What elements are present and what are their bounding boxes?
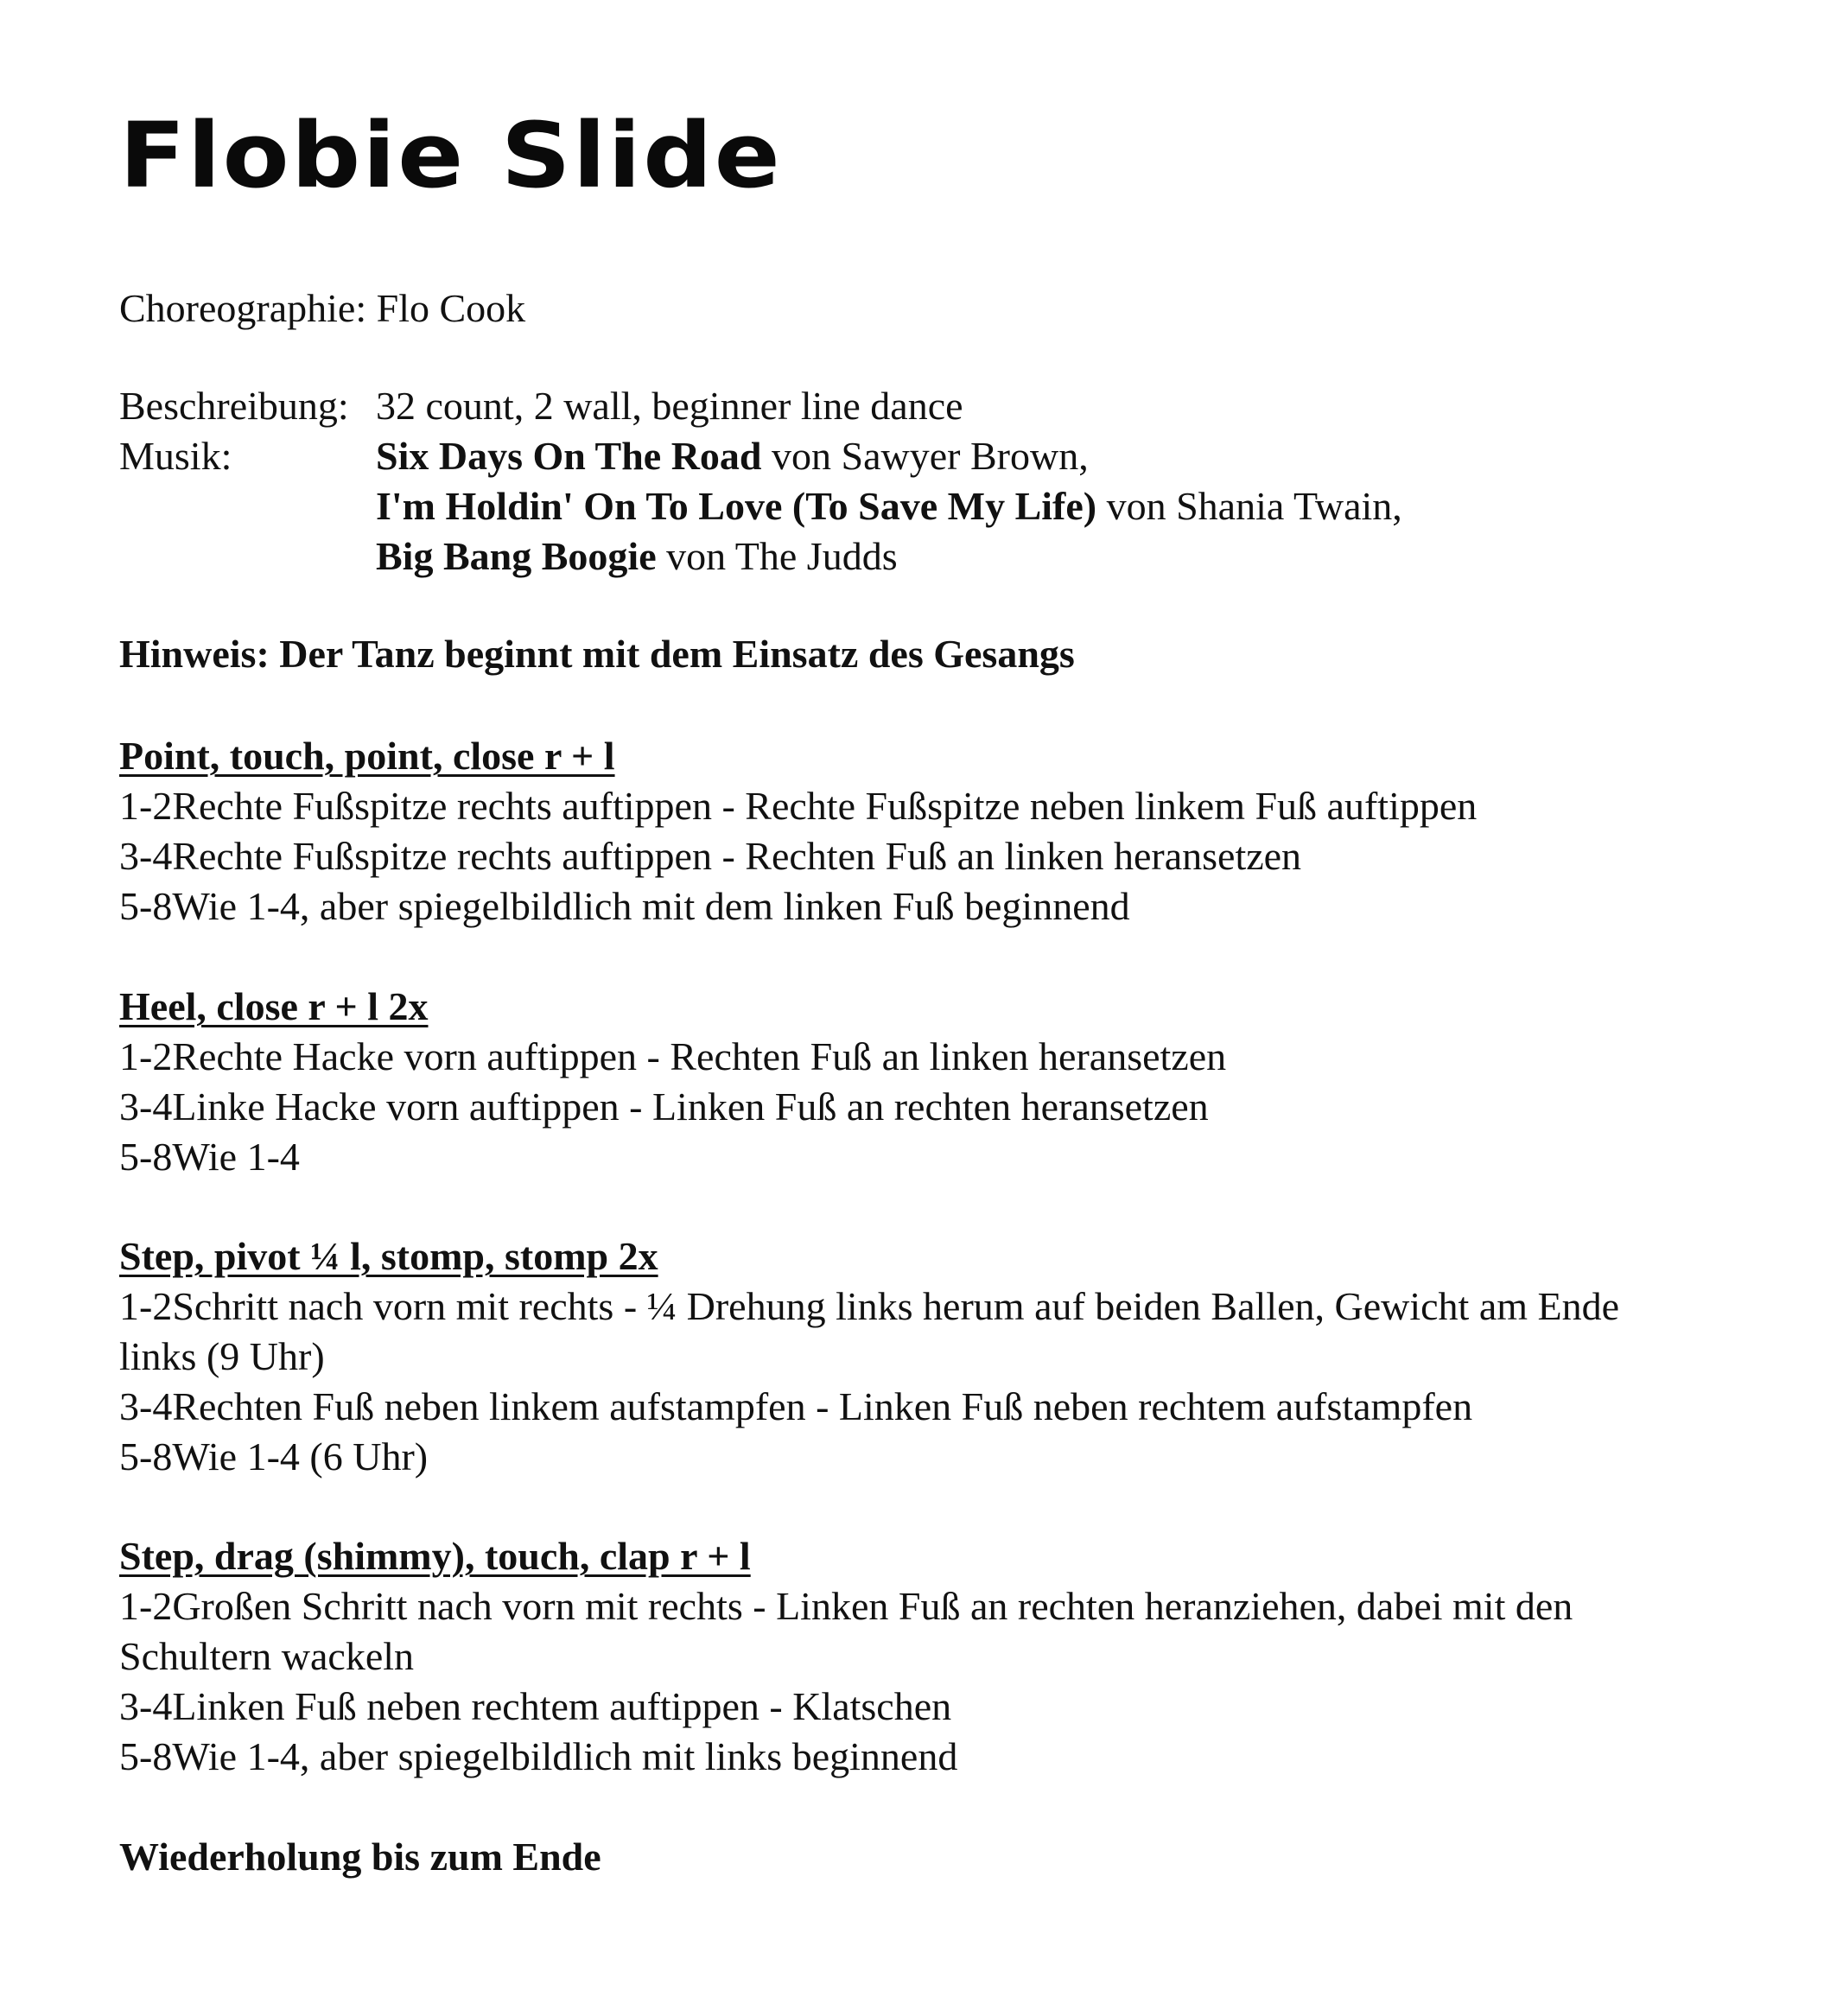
- step-line: [119, 1732, 957, 1782]
- description-line: [119, 381, 963, 431]
- song-title: Six Days On The Road: [376, 434, 762, 478]
- step-line: [119, 881, 1130, 932]
- song-artist: von The Judds: [656, 534, 898, 578]
- step-count: 3-4: [119, 1684, 173, 1728]
- step-text: Wie 1-4, aber spiegelbildlich mit dem linken Fuß beginnend: [172, 884, 1130, 928]
- step-text: Wie 1-4, aber spiegelbildlich mit links beginnend: [172, 1734, 958, 1778]
- step-line: [119, 1682, 951, 1732]
- music-label: Musik:: [119, 434, 232, 478]
- section-heading: Heel, close r + l 2x: [119, 984, 429, 1028]
- step-line: [119, 1132, 300, 1182]
- step-continuation: Schultern wackeln: [119, 1634, 415, 1678]
- description-value: 32 count, 2 wall, beginner line dance: [376, 384, 963, 428]
- description-label: Beschreibung:: [119, 384, 349, 428]
- section-heading: Point, touch, point, close r + l: [119, 734, 615, 778]
- choreographer-name: Flo Cook: [376, 286, 526, 330]
- section-heading: Step, pivot ¼ l, stomp, stomp 2x: [119, 1234, 658, 1278]
- step-line: [119, 1432, 428, 1482]
- song-artist: von Sawyer Brown,: [761, 434, 1089, 478]
- step-count: 1-2: [119, 1034, 173, 1078]
- step-line: [119, 1382, 1472, 1432]
- step-count: 5-8: [119, 1734, 173, 1778]
- step-text: Schritt nach vorn mit rechts - ¼ Drehung links herum auf beiden Ballen, Gewicht am Ende: [172, 1284, 1620, 1328]
- step-text: Rechte Hacke vorn auftippen - Rechten Fuß an linken heransetzen: [172, 1034, 1227, 1078]
- step-text: Linke Hacke vorn auftippen - Linken Fuß an rechten heransetzen: [172, 1084, 1209, 1129]
- dance-title: Flobie Slide: [119, 103, 782, 208]
- step-text: Wie 1-4 (6 Uhr): [172, 1434, 429, 1479]
- choreographer-line: [119, 283, 525, 334]
- step-count: 1-2: [119, 1584, 173, 1628]
- step-text: Linken Fuß neben rechtem auftippen - Klatschen: [172, 1684, 952, 1728]
- song-title: I'm Holdin' On To Love (To Save My Life): [376, 484, 1097, 528]
- step-text: Großen Schritt nach vorn mit rechts - Linken Fuß an rechten heranziehen, dabei mit den: [172, 1584, 1573, 1628]
- step-text: Wie 1-4: [172, 1135, 300, 1179]
- step-text: Rechte Fußspitze rechts auftippen - Rechten Fuß an linken heransetzen: [172, 834, 1302, 878]
- choreographer-label: Choreographie:: [119, 286, 367, 330]
- step-count: 3-4: [119, 834, 173, 878]
- step-count: 3-4: [119, 1084, 173, 1129]
- step-count: 1-2: [119, 784, 173, 828]
- song-title: Big Bang Boogie: [376, 534, 657, 578]
- step-count: 5-8: [119, 884, 173, 928]
- music-line-1: [119, 431, 1089, 481]
- step-line: [119, 1032, 1226, 1082]
- step-count: 5-8: [119, 1434, 173, 1479]
- music-line-2: [376, 481, 1402, 531]
- step-line: [119, 1281, 1619, 1332]
- step-line: [119, 1581, 1573, 1631]
- ending-note: Wiederholung bis zum Ende: [119, 1835, 601, 1879]
- step-count: 5-8: [119, 1135, 173, 1179]
- section-heading: Step, drag (shimmy), touch, clap r + l: [119, 1534, 751, 1578]
- step-text: Rechte Fußspitze rechts auftippen - Rechte Fußspitze neben linkem Fuß auftippen: [172, 784, 1478, 828]
- step-count: 3-4: [119, 1384, 173, 1428]
- music-line-3: [376, 531, 898, 582]
- step-text: Rechten Fuß neben linkem aufstampfen - Linken Fuß neben rechtem aufstampfen: [172, 1384, 1473, 1428]
- step-line: [119, 831, 1301, 881]
- step-count: 1-2: [119, 1284, 173, 1328]
- step-line: [119, 781, 1477, 831]
- hint-note: Hinweis: Der Tanz beginnt mit dem Einsatz des Gesangs: [119, 632, 1075, 676]
- step-continuation: links (9 Uhr): [119, 1334, 325, 1378]
- song-artist: von Shania Twain,: [1096, 484, 1402, 528]
- step-line: [119, 1082, 1209, 1132]
